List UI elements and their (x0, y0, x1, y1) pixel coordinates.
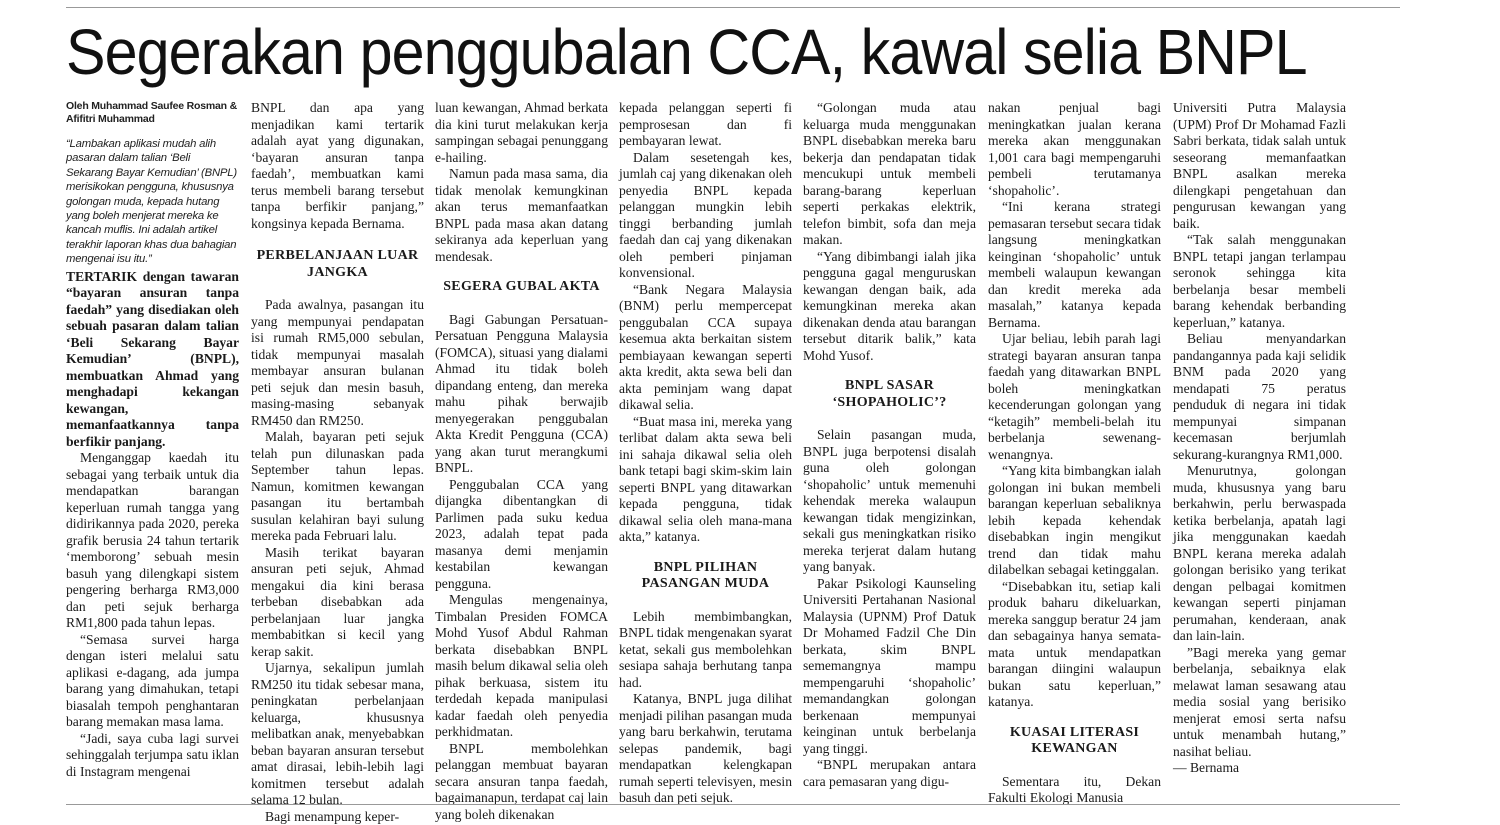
paragraph: “Yang kita bimbangkan ialah golongan ini bukan membeli barangan keperluan sebaliknya lebih kepada kehendak disebabkan ingin mengikut trend dan tidak mahu dilabelkan sebagai ketinggalan. (988, 463, 1161, 579)
paragraph: “Disebabkan itu, setiap kali produk baharu dikeluarkan, mereka sanggup beratur 24 jam dan sebagainya hanya semata-mata untuk mendapatkan barangan diingini walaupun bukan satu keperluan,” katanya. (988, 579, 1161, 711)
article-column-3 (435, 100, 608, 800)
paragraph: Beliau menyandarkan pandangannya pada kaji selidik BNM pada 2020 yang mendapati 75 peratus penduduk di negara ini tidak mempunyai simpanan kecemasan berjumlah sekurang-kurangnya RM1,000. (1173, 331, 1346, 463)
paragraph: “Buat masa ini, mereka yang terlibat dalam akta sewa beli ini sahaja dikawal selia oleh bank tetapi bagi skim-skim lain seperti BNPL yang ditawarkan kepada pengguna, tidak dikawal selia oleh mana-mana akta,” katanya. (619, 414, 792, 546)
paragraph: “Semasa survei harga dengan isteri melalui satu aplikasi e-dagang, ada jumpa barang yang dimahukan, tetapi biasalah tempoh penghantaran barang memakan masa lama. (66, 632, 239, 731)
paragraph: Sementara itu, Dekan Fakulti Ekologi Manusia (988, 774, 1161, 807)
paragraph: kepada pelanggan seperti fi pemprosesan dan fi pembayaran lewat. (619, 100, 792, 150)
subheading: KUASAI LITERASI KEWANGAN (988, 725, 1161, 758)
subheading: SEGERA GUBAL AKTA (435, 279, 608, 296)
credit-line: — Bernama (1173, 760, 1346, 777)
subheading: PERBELANJAAN LUAR JANGKA (251, 248, 424, 281)
paragraph: “Golongan muda atau keluarga muda menggunakan BNPL disebabkan mereka baru bekerja dan pendapatan tidak mencukupi untuk membeli barang-barang keperluan seperti perkakas elektrik, telefon bimbit, sofa dan meja makan. (803, 100, 976, 249)
paragraph: Pada awalnya, pasangan itu yang mempunyai pendapatan isi rumah RM5,000 sebulan, tidak mempunyai masalah membayar ansuran bulanan peti sejuk dan mesin basuh, masing-masing sebanyak RM450 dan RM250. (251, 297, 424, 429)
paragraph: Menurutnya, golongan muda, khususnya yang baru berkahwin, perlu berwaspada ketika berbelanja, apatah lagi jika menggunakan kaedah BNPL kerana mereka adalah golongan berisiko yang terikat dengan pelbagai komitmen kewangan seperti pinjaman perumahan, kenderaan, anak dan lain-lain. (1173, 463, 1346, 645)
article-column-1 (66, 100, 239, 800)
paragraph: Bagi menampung keper- (251, 809, 424, 825)
paragraph: “Yang dibimbangi ialah jika pengguna gagal menguruskan kewangan dengan baik, ada kemungkinan mereka akan dikenakan denda atau barangan tersebut ditarik balik,” kata Mohd Yusof. (803, 249, 976, 365)
paragraph: Dalam sesetengah kes, jumlah caj yang dikenakan oleh penyedia BNPL kepada pelanggan mungkin lebih tinggi berbanding jumlah faedah dan caj yang dikenakan oleh pemberi pinjaman konvensional. (619, 150, 792, 282)
paragraph: BNPL dan apa yang menjadikan kami tertarik adalah ayat yang digunakan, ‘bayaran ansuran tanpa faedah’, membuatkan kami terus membeli barang tersebut tanpa berfikir panjang,” kongsinya kepada Bernama. (251, 100, 424, 232)
subheading: BNPL PILIHAN PASANGAN MUDA (619, 560, 792, 593)
article-column-4 (619, 100, 792, 800)
paragraph: Universiti Putra Malaysia (UPM) Prof Dr Mohamad Fazli Sabri berkata, tidak salah untuk seseorang memanfaatkan BNPL asalkan mereka dilengkapi pengetahuan dan pengurusan kewangan yang baik. (1173, 100, 1346, 232)
paragraph: Masih terikat bayaran ansuran peti sejuk, Ahmad mengakui dia kini berasa terbeban disebabkan ada perbelanjaan luar jangka membabitkan si kecil yang kerap sakit. (251, 545, 424, 661)
paragraph: Pakar Psikologi Kaunseling Universiti Pertahanan Nasional Malaysia (UPNM) Prof Datuk Dr Mohamed Fadzil Che Din berkata, skim BNPL sememangnya mampu mempengaruhi ‘shopaholic’ memandangkan golongan berkenaan mempunyai keinginan untuk berbelanja yang tinggi. (803, 576, 976, 758)
paragraph: Penggubalan CCA yang dijangka dibentangkan di Parlimen pada suku kedua 2023, adalah tepat pada masanya demi menjamin kestabilan kewangan pengguna. (435, 477, 608, 593)
paragraph: ”Bagi mereka yang gemar berbelanja, sebaiknya elak melawat laman sesawang atau media sosial yang berisiko menjerat emosi serta nafsu untuk menambah hutang,” nasihat beliau. (1173, 645, 1346, 761)
paragraph: luan kewangan, Ahmad berkata dia kini turut melakukan kerja sampingan sebagai penunggang e-hailing. (435, 100, 608, 166)
paragraph: Malah, bayaran peti sejuk telah pun dilunaskan pada September tahun lepas. Namun, komitmen kewangan pasangan itu bertambah susulan kelahiran bayi sulung mereka pada Februari lalu. (251, 429, 424, 545)
paragraph: “Ini kerana strategi pemasaran tersebut secara tidak langsung meningkatkan keinginan ‘shopaholic’ untuk membeli walaupun kewangan dan kredit mereka ada masalah,” katanya kepada Bernama. (988, 199, 1161, 331)
paragraph: Ujarnya, sekalipun jumlah RM250 itu tidak sebesar mana, peningkatan perbelanjaan keluarga, khususnya melibatkan anak, menyebabkan beban bayaran ansuran tersebut amat dirasai, lebih-lebih lagi komitmen tersebut adalah selama 12 bulan. (251, 660, 424, 809)
paragraph: Menganggap kaedah itu sebagai yang terbaik untuk dia mendapatkan barangan keperluan rumah tangga yang didirikannya pada 2020, pereka grafik berusia 24 tahun tertarik ‘memborong’ sebuah mesin basuh yang dilengkapi sistem pengering berharga RM3,000 dan peti sejuk berharga RM1,800 pada tahun lepas. (66, 450, 239, 632)
paragraph: “Jadi, saya cuba lagi survei sehinggalah terjumpa satu iklan di Instagram mengenai (66, 731, 239, 781)
paragraph: Ujar beliau, lebih parah lagi strategi bayaran ansuran tanpa faedah yang ditawarkan BNPL boleh meningkatkan kecenderungan golongan yang “ketagih” membeli-belah itu berbelanja sewenang-wenangnya. (988, 331, 1161, 463)
subheading: BNPL SASAR ‘SHOPAHOLIC’? (803, 378, 976, 411)
paragraph: Lebih membimbangkan, BNPL tidak mengenakan syarat ketat, sekali gus membolehkan sesiapa sahaja berhutang tanpa had. (619, 609, 792, 692)
paragraph: “BNPL merupakan antara cara pemasaran yang digu- (803, 757, 976, 790)
paragraph: Mengulas mengenainya, Timbalan Presiden FOMCA Mohd Yusof Abdul Rahman berkata disebabkan BNPL masih belum dikawal selia oleh pihak berkuasa, sistem itu terdedah kepada manipulasi kadar faedah oleh penyedia perkhidmatan. (435, 592, 608, 741)
top-rule (66, 7, 1400, 8)
page-title: Segerakan penggubalan CCA, kawal selia BNPL (66, 12, 1300, 92)
bottom-rule (66, 804, 1400, 805)
article-column-2 (251, 100, 424, 800)
paragraph: Selain pasangan muda, BNPL juga berpotensi disalah guna oleh golongan ‘shopaholic’ untuk memenuhi kehendak mereka walaupun kewangan tidak mengizinkan, sekali gus meningkatkan risiko mereka terjerat dalam hutang yang banyak. (803, 427, 976, 576)
paragraph: Katanya, BNPL juga dilihat menjadi pilihan pasangan muda yang baru berkahwin, terutama selepas pandemik, bagi mendapatkan kelengkapan rumah seperti televisyen, mesin basuh dan peti sejuk. (619, 691, 792, 807)
paragraph: BNPL membolehkan pelanggan membuat bayaran secara ansuran tanpa faedah, bagaimanapun, terdapat caj lain yang boleh dikenakan (435, 741, 608, 824)
lede-paragraph: TERTARIK dengan tawaran “bayaran ansuran tanpa faedah” yang disediakan oleh sebuah pasaran dalam talian ‘Beli Sekarang Bayar Kemudian’ (BNPL), membuatkan Ahmad yang menghadapi kekangan kewangan, memanfaatkannya tanpa berfikir panjang. (66, 269, 239, 451)
paragraph: “Tak salah menggunakan BNPL tetapi jangan terlampau seronok sehingga kita berbelanja besar membeli barang kehendak berbanding keperluan,” katanya. (1173, 232, 1346, 331)
paragraph: nakan penjual bagi meningkatkan jualan kerana mereka akan menggunakan 1,001 cara bagi mempengaruhi pembeli terutamanya ‘shopaholic’. (988, 100, 1161, 199)
standfirst: “Lambakan aplikasi mudah alih pasaran dalam talian ‘Beli Sekarang Bayar Kemudian’ (BNPL) merisikokan pengguna, khususnya golongan muda, kepada hutang yang boleh menjerat mereka ke kancah muflis. Ini adalah artikel terakhir laporan khas dua bahagian mengenai isu itu.” (66, 137, 239, 267)
paragraph: Namun pada masa sama, dia tidak menolak kemungkinan akan terus memanfaatkan BNPL pada masa akan datang sekiranya ada keperluan yang mendesak. (435, 166, 608, 265)
article-column-7 (1173, 100, 1346, 800)
article-column-6 (988, 100, 1161, 800)
article-column-5 (803, 100, 976, 800)
byline: Oleh Muhammad Saufee Rosman & Afifitri Muhammad (66, 100, 239, 126)
paragraph: Bagi Gabungan Persatuan-Persatuan Pengguna Malaysia (FOMCA), situasi yang dialami Ahmad itu tidak boleh dipandang enteng, dan mereka mahu pihak berwajib menyegerakan penggubalan Akta Kredit Pengguna (CCA) yang akan turut merangkumi BNPL. (435, 312, 608, 477)
paragraph: “Bank Negara Malaysia (BNM) perlu mempercepat penggubalan CCA supaya kesemua akta berkaitan sistem pembiayaan kewangan seperti akta kredit, akta sewa beli dan akta peminjam wang dapat dikawal selia. (619, 282, 792, 414)
